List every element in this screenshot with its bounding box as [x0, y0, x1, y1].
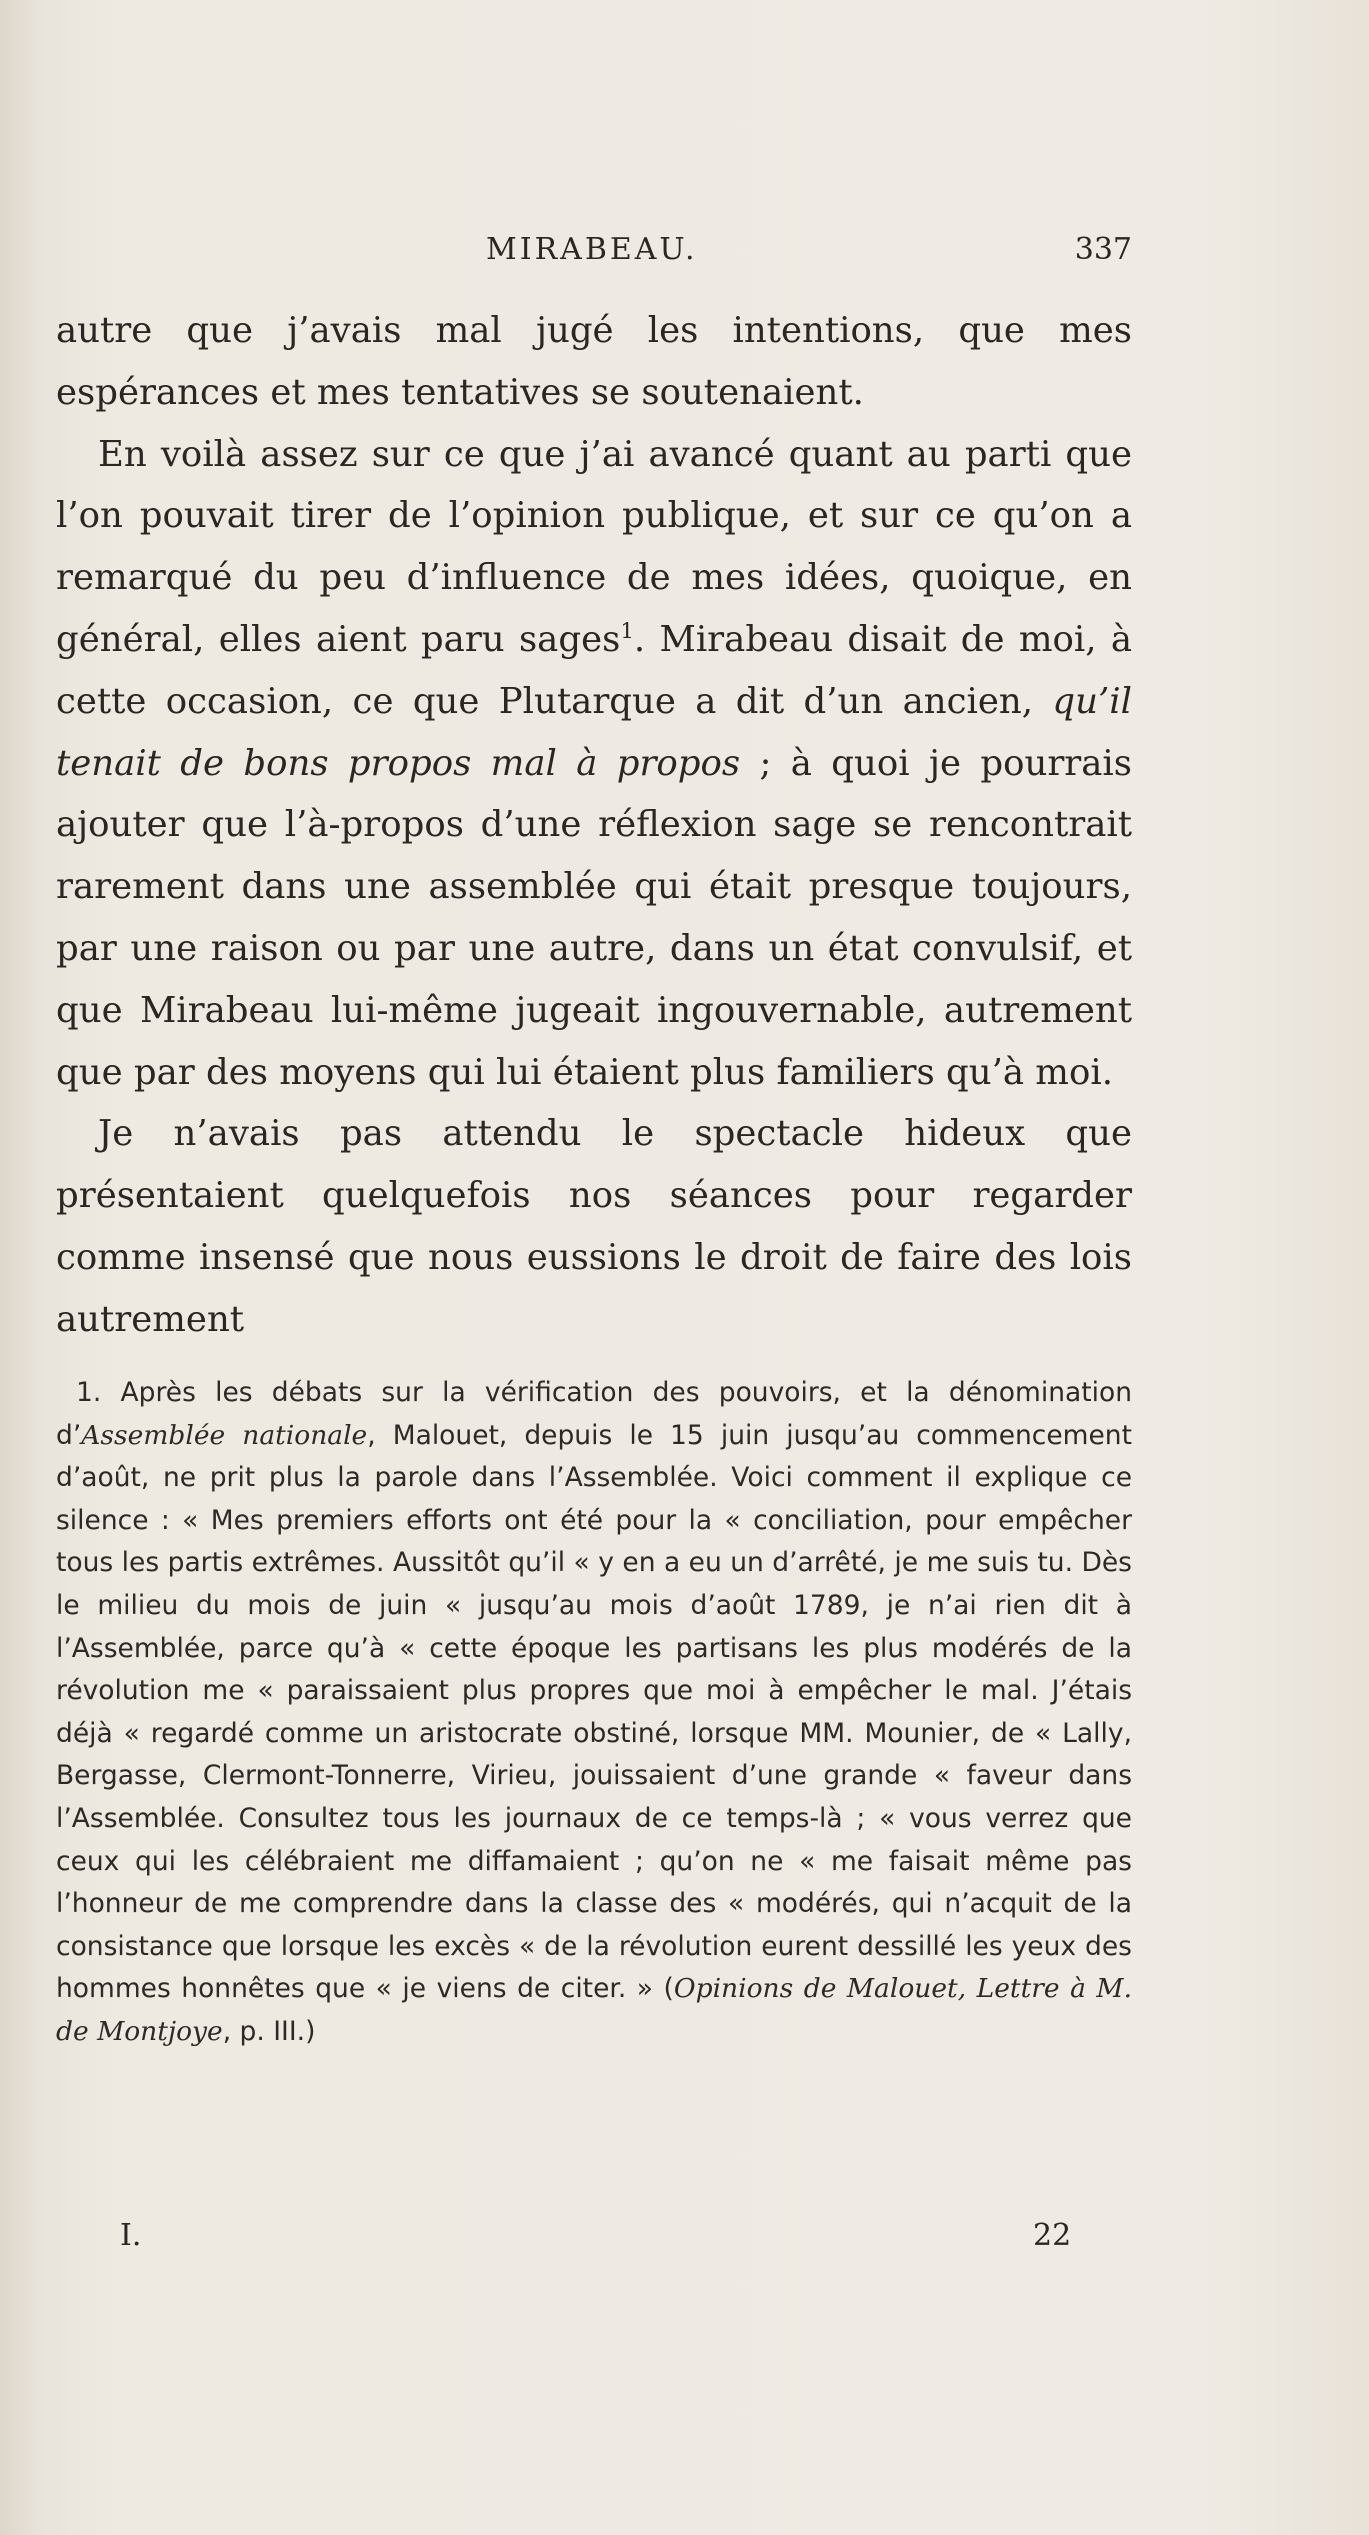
footnotes: [56, 1372, 1132, 2054]
footnote-number: 1.: [76, 1377, 102, 1408]
footnote-1: [56, 1372, 1132, 2054]
footnote-text-a: Après les débats sur la vérification des pouvoirs, et la dénomination d’: [56, 1377, 1132, 1451]
paragraph-2: [56, 424, 1132, 1104]
paragraph-3: Je n’avais pas attendu le spectacle hideux que présentaient quelquefois nos séances pour regarder comme insensé que nous eussions le droit de faire des lois autrement: [56, 1113, 1132, 1340]
footnote-text-c: , p. III.): [222, 2015, 316, 2047]
paragraph-2-text-a: En voilà assez sur ce que j’ai avancé quant au parti que l’on pouvait tirer de l’opinion publique, et sur ce qu’on a remarqué du peu d’influence de mes idées, quoique, en général, elles aient paru sages: [56, 433, 1132, 660]
volume-mark: I.: [120, 2218, 142, 2253]
footnote-text-b: , Malouet, depuis le 15 juin jusqu’au commencement d’août, ne prit plus la parole dans l’Assemblée. Voici comment il explique ce silence : « Mes premiers efforts ont été pour la « conciliation, pour empêcher tous les partis extrêmes. Aussitôt qu’il « y en a eu un d’arrêté, je me suis tu. Dès le milieu du mois de juin « jusqu’au mois d’août 1789, je n’ai rien dit à l’Assemblée, parce qu’à « cette époque les partisans les plus modérés de la révolution me « paraissaient plus propres que moi à empêcher le mal. J’étais déjà « regardé comme un aristocrate obstiné, lorsque MM. Mounier, de « Lally, Bergasse, Clermont-Tonnerre, Virieu, jouissaient d’une grande « faveur dans l’Assemblée. Consultez tous les journaux de ce temps-là ; « vous verrez que ceux qui les célébraient me diffamaient ; qu’on ne « me faisait même pas l’honneur de me comprendre dans la classe des « modérés, qui n’acquit de la consistance que lorsque les excès « de la révolution eurent dessillé les yeux des hommes honnêtes que « je viens de citer. » (: [56, 1419, 1132, 2005]
footnote-reference: 1: [620, 619, 634, 645]
footnote-italic-1: Assemblée nationale: [81, 1419, 368, 1451]
footnote-citation: Opinions de Malouet, Lettre à M. de Montjoye: [56, 1973, 1132, 2047]
running-head: [56, 232, 1132, 272]
body-text: [56, 300, 1132, 1351]
paragraph-2-text-c: ; à quoi je pourrais ajouter que l’à-propos d’une réflexion sage se rencontrait rarement dans une assemblée qui était presque toujours, par une raison ou par une autre, dans un état convulsif, et que Mirabeau lui-même jugeait ingouvernable, autrement que par des moyens qui lui étaient plus familiers qu’à moi.: [56, 742, 1132, 1093]
paragraph-2-quotation: qu’il tenait de bons propos mal à propos: [56, 680, 1132, 784]
paragraph-2-text-b: . Mirabeau disait de moi, à cette occasion, ce que Plutarque a dit d’un ancien,: [56, 618, 1132, 722]
paragraph-1: autre que j’avais mal jugé les intentions, que mes espérances et mes tentatives se soutenaient.: [56, 310, 1132, 413]
running-title: MIRABEAU.: [486, 232, 698, 267]
signature-line: [56, 2218, 1132, 2258]
signature-number: 22: [1033, 2218, 1072, 2253]
page-number: 337: [1074, 232, 1132, 267]
